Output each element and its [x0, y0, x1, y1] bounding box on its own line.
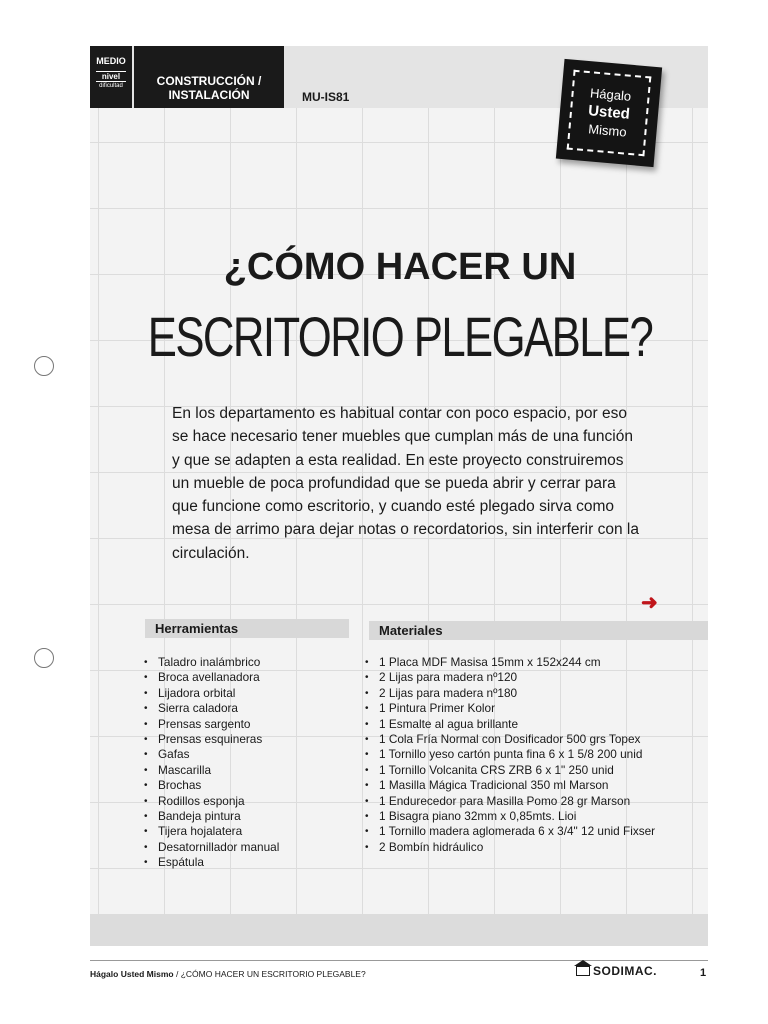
title-line-1: ¿CÓMO HACER UN [223, 246, 577, 288]
category-line-1: CONSTRUCCIÓN / [156, 74, 262, 88]
footer-series: Hágalo Usted Mismo [90, 969, 174, 979]
list-item: • Bandeja pintura [144, 809, 279, 824]
list-item: • 1 Esmalte al agua brillante [365, 717, 655, 732]
bottom-band [90, 914, 708, 946]
intro-paragraph: En los departamento es habitual contar con poco espacio, por eso se hace necesario tener muebles que cumplan más de una función y que se adapten a esta realidad. En este proyecto construiremos un mueble de poca profundidad que se pueda abrir y cerrar para que funcione como escritorio, y cuando esté plegado sirva como mesa de arrimo para dejar notas o recordatorios, sin interferir con la circulación. [172, 405, 639, 562]
list-item: • Rodillos esponja [144, 794, 279, 809]
list-item: • 2 Lijas para madera nº180 [365, 686, 655, 701]
next-arrow-icon[interactable]: ➜ [641, 592, 658, 614]
logo-line-2: Usted [587, 102, 631, 123]
tools-heading: Herramientas [145, 619, 349, 638]
list-item: • 1 Tornillo madera aglomerada 6 x 3/4" 12 unid Fixser [365, 824, 655, 839]
difficulty-sublabel: dificultad [99, 83, 123, 89]
list-item: • 1 Pintura Primer Kolor [365, 701, 655, 716]
materials-heading: Materiales [369, 621, 708, 640]
footer-divider [90, 960, 708, 961]
list-item: • Tijera hojalatera [144, 824, 279, 839]
footer-doc-title: ¿CÓMO HACER UN ESCRITORIO PLEGABLE? [180, 969, 366, 979]
binder-hole-icon [34, 356, 54, 376]
category-badge [134, 46, 284, 108]
document-code: MU-IS81 [302, 90, 350, 104]
list-item: • 1 Tornillo yeso cartón punta fina 6 x 1 5/8 200 unid [365, 747, 655, 762]
difficulty-level: MEDIO [96, 56, 126, 66]
hagalo-usted-mismo-logo [556, 59, 662, 167]
list-item: • Lijadora orbital [144, 686, 279, 701]
brand-name: SODIMAC. [593, 964, 657, 978]
list-item: • Espátula [144, 855, 279, 870]
footer-text [90, 969, 366, 979]
footer-separator: / [173, 969, 181, 979]
house-icon [576, 966, 590, 976]
page-number: 1 [700, 967, 707, 979]
list-item: • Desatornillador manual [144, 840, 279, 855]
list-item: • 1 Masilla Mágica Tradicional 350 ml Marson [365, 778, 655, 793]
tools-list [144, 655, 279, 871]
list-item: • Prensas esquineras [144, 732, 279, 747]
list-item: • 1 Bisagra piano 32mm x 0,85mts. Lioi [365, 809, 655, 824]
list-item: • 1 Placa MDF Masisa 15mm x 152x244 cm [365, 655, 655, 670]
materials-list [365, 655, 655, 855]
difficulty-badge [90, 46, 132, 108]
list-item: • Prensas sargento [144, 717, 279, 732]
list-item: • Gafas [144, 747, 279, 762]
list-item: • 2 Bombín hidráulico [365, 840, 655, 855]
logo-line-1: Hágalo [589, 85, 632, 104]
list-item: • 1 Endurecedor para Masilla Pomo 28 gr Marson [365, 794, 655, 809]
list-item: • Broca avellanadora [144, 670, 279, 685]
logo-line-3: Mismo [587, 121, 628, 140]
title-line-2: ESCRITORIO PLEGABLE? [147, 305, 653, 368]
list-item: • 1 Tornillo Volcanita CRS ZRB 6 x 1" 250 unid [365, 763, 655, 778]
difficulty-label: nivel [96, 71, 126, 82]
list-item: • 1 Cola Fría Normal con Dosificador 500 grs Topex [365, 732, 655, 747]
list-item: • Brochas [144, 778, 279, 793]
list-item: • Sierra caladora [144, 701, 279, 716]
binder-hole-icon [34, 648, 54, 668]
list-item: • 2 Lijas para madera nº120 [365, 670, 655, 685]
sodimac-logo [576, 964, 657, 978]
list-item: • Taladro inalámbrico [144, 655, 279, 670]
list-item: • Mascarilla [144, 763, 279, 778]
category-line-2: INSTALACIÓN [168, 88, 250, 102]
